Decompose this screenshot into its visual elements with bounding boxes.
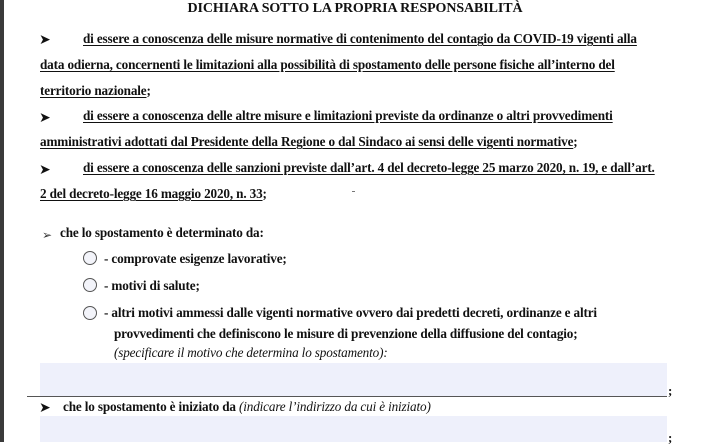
- scan-artifact: [352, 191, 355, 192]
- arrow-bullet-icon: ➤: [39, 400, 51, 416]
- declaration-2-line-1: di essere a conoscenza delle altre misure e limitazioni previste da ordinanze o altri provvedimenti: [83, 108, 613, 123]
- start-field-terminator: ;: [668, 430, 673, 445]
- declaration-3-line-2: 2 del decreto-legge 16 maggio 2020, n. 33;: [40, 186, 267, 201]
- arrow-bullet-icon: ➤: [39, 110, 51, 126]
- declaration-2-line-2: amministrativi adottati dal Presidente della Regione o dal Sindaco ai sensi delle vigenti normative;: [40, 134, 578, 149]
- arrow-bullet-icon: ➤: [39, 162, 51, 178]
- reason-label: che lo spostamento è determinato da:: [60, 225, 264, 240]
- start-section-label: che lo spostamento è iniziato da (indicare l’indirizzo da cui è iniziato): [63, 399, 431, 414]
- declaration-3-line-1: di essere a conoscenza delle sanzioni previste dall’art. 4 del decreto-legge 25 marzo 2020, n. 19, e dall’art.: [83, 160, 655, 175]
- start-hint: (indicare l’indirizzo da cui è iniziato): [239, 399, 431, 414]
- option-health-label: - motivi di salute;: [104, 278, 200, 293]
- start-address-field[interactable]: [40, 416, 667, 442]
- arrow-bullet-icon: ➤: [39, 32, 51, 48]
- radio-health-reasons[interactable]: [83, 278, 97, 292]
- option-work-label: - comprovate esigenze lavorative;: [104, 251, 287, 266]
- reason-field-terminator: ;: [668, 383, 673, 398]
- radio-work-reasons[interactable]: [83, 251, 97, 265]
- declaration-1-line-1: di essere a conoscenza delle misure normative di contenimento del contagio da COVID-19 vigenti alla: [83, 31, 637, 46]
- radio-other-reasons[interactable]: [83, 306, 97, 320]
- option-other-label: - altri motivi ammessi dalle vigenti normative ovvero dai predetti decreti, ordinanze e altri: [104, 305, 597, 320]
- page-title: DICHIARA SOTTO LA PROPRIA RESPONSABILITÀ: [187, 1, 523, 16]
- declaration-1-line-3: territorio nazionale;: [40, 83, 151, 98]
- window-edge: [0, 0, 4, 442]
- option-other-label-cont: provvedimenti che definiscono le misure di prevenzione della diffusione del contagio;: [114, 326, 578, 341]
- reason-text-field[interactable]: [40, 363, 667, 396]
- reason-field-underline: [27, 396, 667, 397]
- reason-hint: (specificare il motivo che determina lo spostamento):: [114, 345, 388, 360]
- arrow-bullet-icon: ➢: [42, 228, 53, 242]
- declaration-1-line-2: data odierna, concernenti le limitazioni alla possibilità di spostamento delle persone fisiche all’interno del: [40, 57, 615, 72]
